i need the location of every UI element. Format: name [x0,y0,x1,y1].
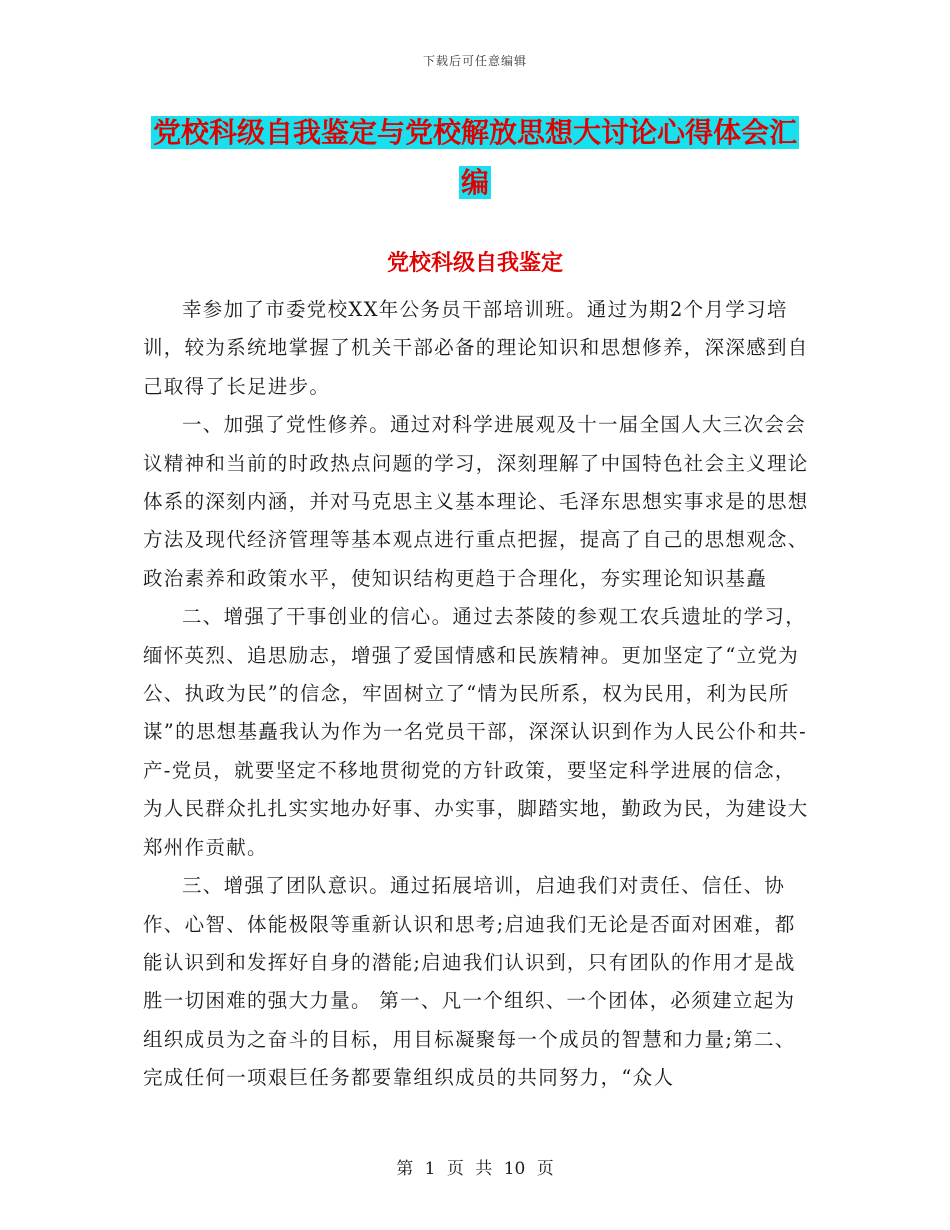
paragraph-confidence: 二、增强了干事创业的信心。通过去茶陵的参观工农兵遗址的学习，缅怀英烈、追思励志，增强了爱国情感和民族精神。更加坚定了“立党为公、执政为民”的信念，牢固树立了“情为民所系，权为民用，利为民所谋”的思想基矗我认为作为一名党员干部，深深认识到作为人民公仆和共-产-党员，就要坚定不移地贯彻党的方针政策，要坚定科学进展的信念，为人民群众扎扎实实地办好事、办实事，脚踏实地，勤政为民，为建设大郑州作贡献。 [143,605,809,859]
document-title [120,108,830,208]
page-number-footer: 第 1 页 共 10 页 [396,1159,554,1179]
document-title-line-1: 党校科级自我鉴定与党校解放思想大讨论心得体会汇 [152,116,797,149]
page-header-note: 下载后可任意编辑 [422,54,527,68]
document-body [143,291,813,1098]
document-title-line-2: 编 [460,166,489,199]
paragraph-intro: 幸参加了市委党校XX年公务员干部培训班。通过为期2个月学习培训，较为系统地掌握了机关干部必备的理论知识和思想修养，深深感到自己取得了长足进步。 [143,298,809,398]
paragraph-teamwork: 三、增强了团队意识。通过拓展培训，启迪我们对责任、信任、协作、心智、体能极限等重新认识和思考;启迪我们无论是否面对困难，都能认识到和发挥好自身的潜能;启迪我们认识到，只有团队的作用才是战胜一切困难的强大力量。 第一、凡一个组织、一个团体，必须建立起为组织成员为之奋斗的目标，用目标凝聚每一个成员的智慧和力量;第二、完成任何一项艰巨任务都要靠组织成员的共同努力，“众人 [143,874,796,1090]
section-title: 党校科级自我鉴定 [386,251,563,276]
paragraph-party-spirit: 一、加强了党性修养。通过对科学进展观及十一届全国人大三次会会议精神和当前的时政热点问题的学习，深刻理解了中国特色社会主义理论体系的深刻内涵，并对马克思主义基本理论、毛泽东思想实事求是的思想方法及现代经济管理等基本观点进行重点把握，提高了自己的思想观念、政治素养和政策水平，使知识结构更趋于合理化，夯实理论知识基矗 [143,413,809,590]
